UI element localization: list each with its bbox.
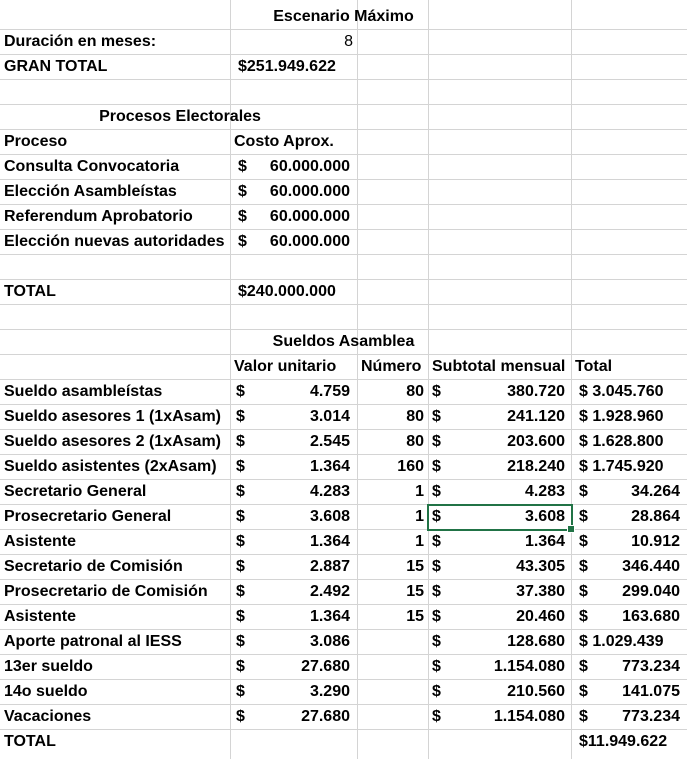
salary-subtotal[interactable]: 20.460	[516, 608, 565, 625]
salary-row	[0, 430, 687, 455]
currency-symbol: $	[432, 508, 441, 525]
currency-symbol: $	[238, 233, 247, 250]
row-salaries-title	[0, 330, 687, 355]
currency-symbol: $	[579, 708, 588, 725]
currency-symbol: $	[238, 183, 247, 200]
currency-symbol: $	[432, 658, 441, 675]
salary-total[interactable]: $ 1.029.439	[579, 633, 664, 650]
salary-row	[0, 705, 687, 730]
salary-subtotal[interactable]: 1.154.080	[493, 708, 565, 725]
salary-row	[0, 455, 687, 480]
salary-unit-value[interactable]: 27.680	[301, 708, 350, 725]
currency-symbol: $	[432, 533, 441, 550]
salary-unit-value[interactable]: 3.086	[309, 633, 350, 650]
salary-number[interactable]: 80	[406, 408, 424, 425]
currency-symbol: $	[432, 608, 441, 625]
salary-total[interactable]: 34.264	[631, 483, 680, 500]
salary-unit-value[interactable]: 27.680	[301, 658, 350, 675]
salary-subtotal[interactable]: 1.364	[524, 533, 565, 550]
salary-number[interactable]: 1	[415, 483, 424, 500]
salary-unit-value[interactable]: 2.545	[309, 433, 350, 450]
salary-subtotal[interactable]: 1.154.080	[493, 658, 565, 675]
process-cost[interactable]: 60.000.000	[269, 233, 350, 250]
salary-number[interactable]: 15	[406, 608, 424, 625]
salary-name[interactable]: Sueldo asambleístas	[4, 383, 163, 400]
row-salaries-total	[0, 730, 687, 755]
salary-number[interactable]: 80	[406, 383, 424, 400]
currency-symbol: $	[236, 708, 245, 725]
salary-name[interactable]: Prosecretario General	[4, 508, 172, 525]
salary-name[interactable]: Secretario General	[4, 483, 147, 500]
process-cost[interactable]: 60.000.000	[269, 183, 350, 200]
currency-symbol: $	[579, 483, 588, 500]
processes-total-label[interactable]: TOTAL	[4, 283, 56, 300]
salary-number[interactable]	[360, 680, 424, 704]
salary-subtotal[interactable]: 128.680	[507, 633, 565, 650]
process-row	[0, 205, 687, 230]
header-number[interactable]: Número	[361, 358, 422, 375]
salary-number[interactable]: 160	[397, 458, 424, 475]
empty-row	[0, 80, 687, 105]
row-title	[0, 5, 687, 30]
row-grand-total	[0, 55, 687, 80]
grand-total-label[interactable]: GRAN TOTAL	[4, 58, 108, 75]
salary-subtotal[interactable]: 203.600	[507, 433, 565, 450]
salary-subtotal[interactable]: 218.240	[507, 458, 565, 475]
salary-row	[0, 630, 687, 655]
currency-symbol: $	[579, 508, 588, 525]
currency-symbol: $	[236, 533, 245, 550]
salary-unit-value[interactable]: 4.283	[309, 483, 350, 500]
salary-name[interactable]: Asistente	[4, 608, 77, 625]
salary-unit-value[interactable]: 1.364	[309, 533, 350, 550]
salary-total[interactable]: $ 1.928.960	[579, 408, 664, 425]
salary-subtotal[interactable]: 3.608	[524, 508, 565, 525]
salary-total[interactable]: $ 1.628.800	[579, 433, 664, 450]
process-cost[interactable]: 60.000.000	[269, 208, 350, 225]
salary-name[interactable]: Vacaciones	[4, 708, 92, 725]
salary-number[interactable]	[360, 705, 424, 729]
salary-row	[0, 405, 687, 430]
currency-symbol: $	[236, 433, 245, 450]
salary-name[interactable]: Asistente	[4, 533, 77, 550]
salary-row	[0, 530, 687, 555]
currency-symbol: $	[432, 383, 441, 400]
salary-total[interactable]: $ 3.045.760	[579, 383, 664, 400]
header-cost[interactable]: Costo Aprox.	[234, 133, 334, 150]
processes-total-value[interactable]: $240.000.000	[238, 283, 336, 300]
salary-total[interactable]: $ 1.745.920	[579, 458, 664, 475]
process-name[interactable]: Consulta Convocatoria	[4, 158, 180, 175]
currency-symbol: $	[579, 658, 588, 675]
currency-symbol: $	[579, 533, 588, 550]
header-total[interactable]: Total	[575, 358, 613, 375]
currency-symbol: $	[236, 458, 245, 475]
duration-label[interactable]: Duración en meses:	[4, 33, 157, 50]
salary-total[interactable]: 163.680	[622, 608, 680, 625]
salary-subtotal[interactable]: 4.283	[524, 483, 565, 500]
salary-number[interactable]	[360, 630, 424, 654]
processes-title[interactable]: Procesos Electorales	[99, 108, 261, 125]
salary-unit-value[interactable]: 1.364	[309, 458, 350, 475]
empty-row	[0, 255, 687, 280]
salary-row	[0, 605, 687, 630]
header-unit-value[interactable]: Valor unitario	[234, 358, 337, 375]
salary-name[interactable]: 14o sueldo	[4, 683, 88, 700]
salary-unit-value[interactable]: 3.608	[309, 508, 350, 525]
currency-symbol: $	[236, 483, 245, 500]
currency-symbol: $	[579, 608, 588, 625]
currency-symbol: $	[432, 408, 441, 425]
salary-row	[0, 680, 687, 705]
salary-total[interactable]: 28.864	[631, 508, 680, 525]
process-name[interactable]: Elección nuevas autoridades	[4, 233, 225, 250]
salary-unit-value[interactable]: 4.759	[309, 383, 350, 400]
row-salaries-header	[0, 355, 687, 380]
header-process[interactable]: Proceso	[4, 133, 68, 150]
salary-unit-value[interactable]: 3.014	[309, 408, 350, 425]
sheet-title: Escenario Máximo	[273, 8, 414, 25]
currency-symbol: $	[236, 558, 245, 575]
salary-unit-value[interactable]: 1.364	[309, 608, 350, 625]
currency-symbol: $	[236, 383, 245, 400]
salary-name[interactable]: Prosecretario de Comisión	[4, 583, 208, 600]
salary-number[interactable]: 80	[406, 433, 424, 450]
salary-number[interactable]: 15	[406, 583, 424, 600]
salary-total[interactable]: 773.234	[622, 658, 680, 675]
salary-row	[0, 555, 687, 580]
salary-number[interactable]: 1	[415, 508, 424, 525]
currency-symbol: $	[432, 558, 441, 575]
salary-row	[0, 655, 687, 680]
header-subtotal[interactable]: Subtotal mensual	[432, 358, 566, 375]
currency-symbol: $	[236, 508, 245, 525]
salary-name[interactable]: Aporte patronal al IESS	[4, 633, 182, 650]
currency-symbol: $	[238, 208, 247, 225]
currency-symbol: $	[579, 558, 588, 575]
salary-total[interactable]: 346.440	[622, 558, 680, 575]
salary-row	[0, 505, 687, 530]
currency-symbol: $	[238, 158, 247, 175]
salary-total[interactable]: 141.075	[622, 683, 680, 700]
process-row	[0, 230, 687, 255]
currency-symbol: $	[432, 583, 441, 600]
currency-symbol: $	[236, 658, 245, 675]
salary-unit-value[interactable]: 2.887	[309, 558, 350, 575]
currency-symbol: $	[432, 683, 441, 700]
salaries-total-label[interactable]: TOTAL	[4, 733, 56, 750]
currency-symbol: $	[236, 608, 245, 625]
empty-row	[0, 305, 687, 330]
currency-symbol: $	[236, 633, 245, 650]
fill-handle[interactable]	[567, 525, 575, 533]
salary-subtotal[interactable]: 380.720	[507, 383, 565, 400]
currency-symbol: $	[432, 708, 441, 725]
salary-name[interactable]: Sueldo asesores 1 (1xAsam)	[4, 408, 221, 425]
currency-symbol: $	[432, 433, 441, 450]
salary-number[interactable]: 1	[415, 533, 424, 550]
row-processes-header	[0, 130, 687, 155]
salary-total[interactable]: 299.040	[622, 583, 680, 600]
currency-symbol: $	[236, 683, 245, 700]
salary-row	[0, 380, 687, 405]
currency-symbol: $	[236, 583, 245, 600]
process-row	[0, 180, 687, 205]
row-processes-title	[0, 105, 687, 130]
salary-name[interactable]: Secretario de Comisión	[4, 558, 183, 575]
salary-subtotal[interactable]: 210.560	[507, 683, 565, 700]
row-duration	[0, 30, 687, 55]
salary-number[interactable]: 15	[406, 558, 424, 575]
salary-subtotal[interactable]: 37.380	[516, 583, 565, 600]
salary-subtotal[interactable]: 43.305	[516, 558, 565, 575]
salary-row	[0, 480, 687, 505]
salary-total[interactable]: 10.912	[631, 533, 680, 550]
currency-symbol: $	[579, 583, 588, 600]
salary-subtotal[interactable]: 241.120	[507, 408, 565, 425]
salaries-title[interactable]: Sueldos Asamblea	[272, 333, 415, 350]
salary-unit-value[interactable]: 2.492	[309, 583, 350, 600]
salary-name[interactable]: 13er sueldo	[4, 658, 93, 675]
currency-symbol: $	[432, 483, 441, 500]
salary-total[interactable]: 773.234	[622, 708, 680, 725]
salary-number[interactable]	[360, 655, 424, 679]
process-name[interactable]: Elección Asambleístas	[4, 183, 177, 200]
salary-name[interactable]: Sueldo asistentes (2xAsam)	[4, 458, 217, 475]
currency-symbol: $	[432, 458, 441, 475]
grand-total-value[interactable]: $251.949.622	[238, 58, 336, 75]
salary-name[interactable]: Sueldo asesores 2 (1xAsam)	[4, 433, 221, 450]
duration-value[interactable]: 8	[344, 33, 353, 50]
salary-row	[0, 580, 687, 605]
currency-symbol: $	[432, 633, 441, 650]
salaries-total-value[interactable]: $11.949.622	[579, 733, 668, 750]
process-row	[0, 155, 687, 180]
row-processes-total	[0, 280, 687, 305]
salary-unit-value[interactable]: 3.290	[309, 683, 350, 700]
selected-cell[interactable]	[427, 504, 573, 531]
currency-symbol: $	[236, 408, 245, 425]
currency-symbol: $	[579, 683, 588, 700]
process-name[interactable]: Referendum Aprobatorio	[4, 208, 193, 225]
process-cost[interactable]: 60.000.000	[269, 158, 350, 175]
